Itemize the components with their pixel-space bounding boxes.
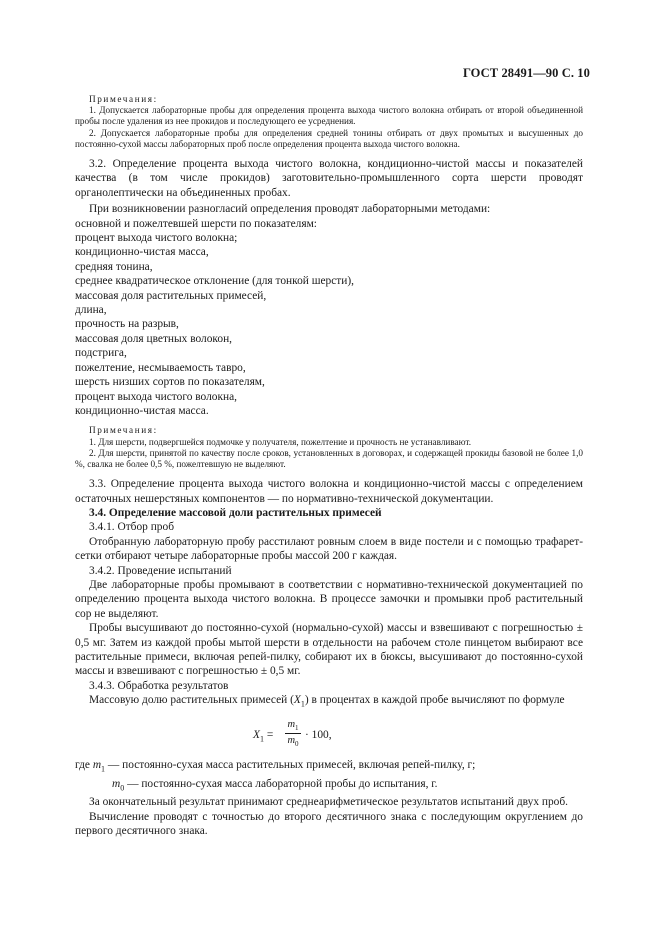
- list-item: длина,: [75, 304, 107, 317]
- list-item: кондиционно-чистая масса,: [75, 246, 209, 259]
- final-result-para: За окончательный результат принимают среднеарифметическое результатов испытаний двух проб.: [89, 796, 568, 809]
- section-3-4-2-para: Две лабораторные пробы промывают в соответствии с нормативно-технической документацией по определению процента выхода чистого волокна. В процессе замочки и промывки проб растительный сор не выделяют.: [75, 578, 583, 620]
- formula-var: X: [253, 728, 260, 741]
- page-header: ГОСТ 28491—90 С. 10: [462, 66, 590, 80]
- list-item: средняя тонина,: [75, 260, 153, 273]
- notes-title: Примечания:: [89, 94, 158, 104]
- note-item: 2. Допускается лабораторные пробы для определения средней тонины отбирать от двух промытых и высушенных до постоянно-сухой массы лабораторных проб после определения процента выхода чистого волокна.: [75, 127, 583, 149]
- list-item: подстрига,: [75, 347, 127, 360]
- note-item: 1. Допускается лабораторные пробы для определения процента выхода чистого волокна отбирать от второй объединенной пробы после удаления из нее прокидов и последующего ее усреднения.: [75, 105, 583, 127]
- var-x: X: [293, 694, 301, 707]
- intro-text: ) в процентах в каждой пробе вычисляют по формуле: [304, 694, 565, 707]
- section-3-4-title: 3.4. Определение массовой доли растительных примесей: [89, 506, 382, 519]
- section-3-4-1-text: Отобранную лабораторную пробу расстилают ровным слоем в виде постели и с помощью трафарет-сетки отбирают четыре лабораторные пробы массой 200 г каждая.: [75, 535, 583, 563]
- formula-numerator: [285, 719, 301, 734]
- formula: [253, 719, 583, 753]
- section-3-4-3-title: 3.4.3. Обработка результатов: [89, 679, 229, 692]
- notes-title: Примечания:: [89, 425, 158, 436]
- list-item: процент выхода чистого волокна;: [75, 232, 238, 245]
- where-text: — постоянно-сухая масса лабораторной пробы до испытания, г.: [124, 777, 438, 790]
- note-item: 2. Для шерсти, принятой по качеству после сроков, установленных в договорах, и содержащей прокиды базовой не более 1,0 %, свалка не более 0,5 %, пожелтевшую не выделяют.: [75, 447, 583, 469]
- section-3-4-2-title: 3.4.2. Проведение испытаний: [89, 564, 232, 577]
- list-item: среднее квадратическое отклонение (для тонкой шерсти),: [75, 275, 355, 288]
- section-3-4-1-title: 3.4.1. Отбор проб: [89, 521, 174, 534]
- list-item: массовая доля растительных примесей,: [75, 289, 267, 302]
- formula-var: m: [287, 718, 296, 730]
- list-item: кондиционно-чистая масса.: [75, 404, 209, 417]
- var-m0: m: [112, 777, 121, 790]
- var-m1-subscript: 1: [101, 764, 106, 774]
- where-m0: [75, 777, 583, 796]
- formula-subscript: 0: [295, 740, 299, 749]
- formula-tail: · 100,: [305, 728, 332, 741]
- section-3-4-2-para: Пробы высушивают до постоянно-сухой (нормально-сухой) массы и взвешивают с погрешностью ± 0,5 мг. Затем из каждой пробы мытой шерсти в отдельности на рабочем столе пинцетом выбирают все растительные примеси, включая репей-пилку, собирают их в бюксы, высушивают до постоянно-сухой массы и взвешивают с погрешностью ± 0,5 мг.: [75, 622, 583, 678]
- formula-fraction: [285, 719, 301, 748]
- var-x-subscript: 1: [300, 699, 305, 709]
- list-item: массовая доля цветных волокон,: [75, 332, 233, 345]
- formula-subscript: 1: [295, 724, 299, 733]
- where-lead: где: [75, 758, 93, 771]
- section-3-3: 3.3. Определение процента выхода чистого волокна и кондиционно-чистой массы с определением остаточных нешерстяных компонентов — по нормативно-технической документации.: [75, 478, 583, 505]
- formula-var: m: [287, 735, 296, 747]
- list-item: пожелтение, несмываемость тавро,: [75, 361, 246, 374]
- formula-eq: =: [263, 728, 274, 741]
- formula-lhs: [253, 729, 273, 743]
- where-m1: [75, 758, 583, 777]
- list-item: процент выхода чистого волокна,: [75, 390, 238, 403]
- indicator-list: [75, 217, 583, 419]
- note-item: 1. Для шерсти, подвергшейся подмочке у получателя, пожелтение и прочность не устанавливают.: [89, 436, 471, 447]
- page-content: [75, 94, 583, 839]
- where-text: — постоянно-сухая масса растительных примесей, включая репей-пилку, г;: [105, 758, 476, 771]
- list-item: прочность на разрыв,: [75, 318, 179, 331]
- section-3-2: 3.2. Определение процента выхода чистого волокна, кондиционно-чистой массы и показателей качества (в том числе прокидов) заготовительно-промышленного сорта шерсти проводят органолептически на объединенных пробах.: [75, 158, 583, 199]
- disputes-text: При возникновении разногласий определения проводят лабораторными методами:: [89, 203, 491, 216]
- section-3-4-3-intro: [75, 693, 583, 712]
- rounding-para: Вычисление проводят с точностью до второго десятичного знака с последующим округлением до первого десятичного знака.: [75, 810, 583, 838]
- list-item: шерсть низших сортов по показателям,: [75, 376, 265, 389]
- var-m1: m: [92, 758, 102, 771]
- var-m0-subscript: 0: [120, 782, 125, 792]
- intro-text: Массовую долю растительных примесей (: [89, 694, 294, 707]
- formula-subscript: 1: [259, 734, 264, 744]
- formula-denominator: [285, 734, 301, 748]
- list-item: основной и пожелтевшей шерсти по показателям:: [75, 217, 317, 230]
